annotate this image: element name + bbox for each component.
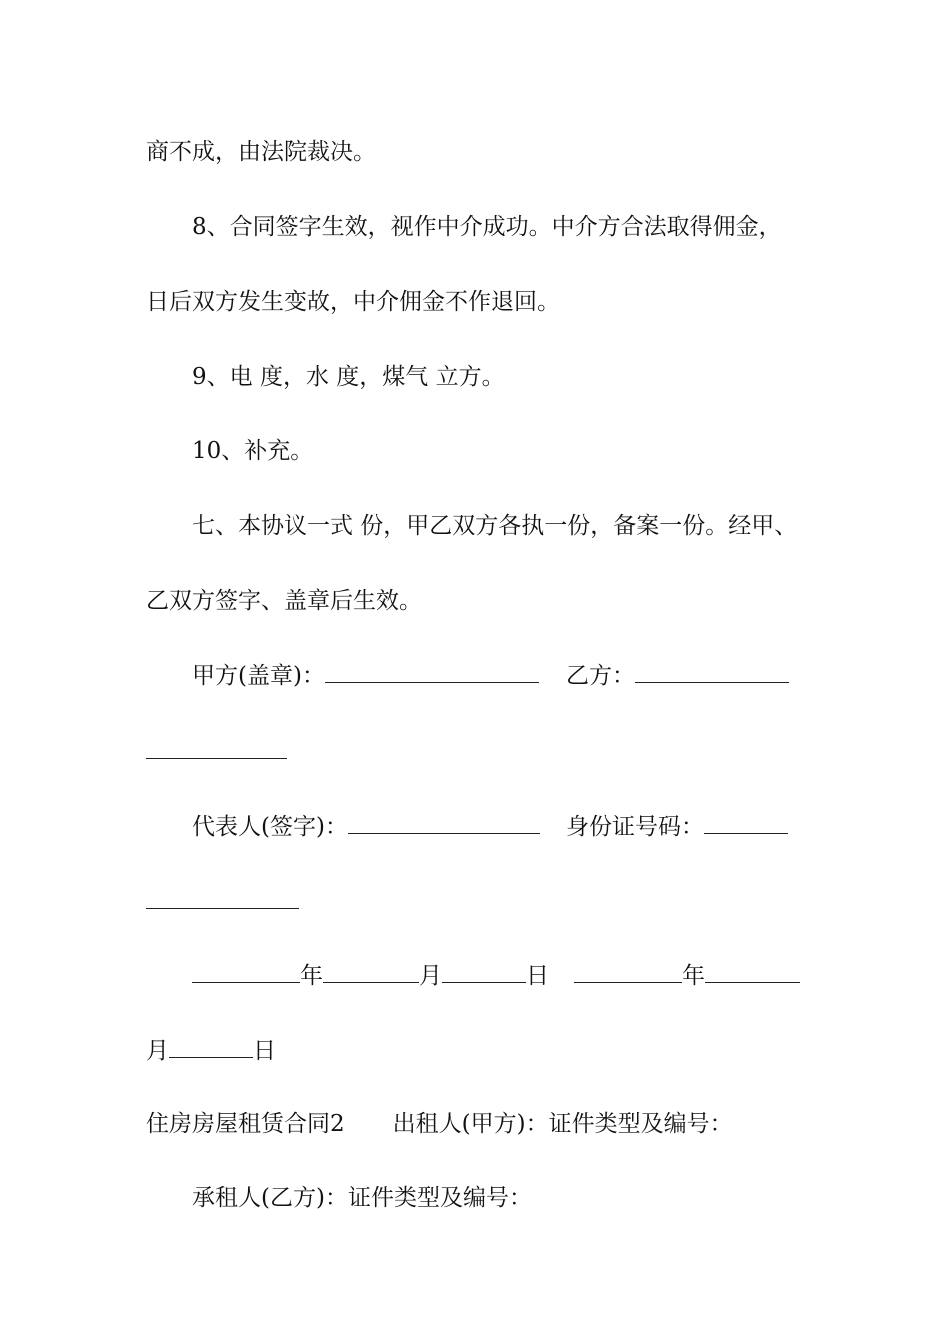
party-a-seal-blank xyxy=(325,660,539,683)
date-b-year-blank xyxy=(574,960,682,983)
clause-9: 9、电 度，水 度，煤气 立方。 xyxy=(192,364,505,390)
lessor-label: 出租人(甲方)：证件类型及编号： xyxy=(392,1111,733,1137)
id-number-blank-continued xyxy=(146,886,299,916)
date-a-day-blank xyxy=(442,960,526,983)
date-a-day: 日 xyxy=(526,963,549,989)
clause-10: 10、补充。 xyxy=(192,438,314,464)
party-b-blank-continued xyxy=(146,736,287,766)
date-b-month-blank xyxy=(705,960,800,983)
article-7-line-2: 乙双方签字、盖章后生效。 xyxy=(146,588,422,614)
date-b-day-blank xyxy=(169,1035,253,1058)
representative-blank xyxy=(348,811,540,834)
party-signature-row xyxy=(192,660,789,690)
date-a-year-blank xyxy=(192,960,300,983)
clause-8-line-1: 8、合同签字生效，视作中介成功。中介方合法取得佣金， xyxy=(192,214,782,240)
article-7-line-1: 七、本协议一式 份，甲乙双方各执一份，备案一份。经甲、 xyxy=(192,513,798,539)
date-row-continued xyxy=(146,1035,276,1065)
contract-2-row xyxy=(146,1109,733,1139)
id-number-label: 身份证号码： xyxy=(565,814,704,840)
lessee-label: 承租人(乙方)：证件类型及编号： xyxy=(192,1185,532,1211)
date-b-month: 月 xyxy=(146,1038,169,1064)
representative-row xyxy=(192,811,788,841)
paragraph-line: 商不成，由法院裁决。 xyxy=(146,139,376,165)
clause-8-line-2: 日后双方发生变故，中介佣金不作退回。 xyxy=(146,289,560,315)
date-a-month: 月 xyxy=(419,963,442,989)
date-b-year: 年 xyxy=(682,963,705,989)
date-a-month-blank xyxy=(323,960,419,983)
party-b-blank xyxy=(635,660,789,683)
date-row xyxy=(192,960,800,990)
party-a-seal-label: 甲方(盖章)： xyxy=(192,663,325,689)
date-a-year: 年 xyxy=(300,963,323,989)
date-b-day: 日 xyxy=(253,1038,276,1064)
party-b-label: 乙方： xyxy=(565,663,635,689)
contract-2-title: 住房房屋租赁合同2 xyxy=(146,1111,345,1137)
representative-label: 代表人(签字)： xyxy=(192,814,348,840)
id-number-blank xyxy=(704,811,788,834)
